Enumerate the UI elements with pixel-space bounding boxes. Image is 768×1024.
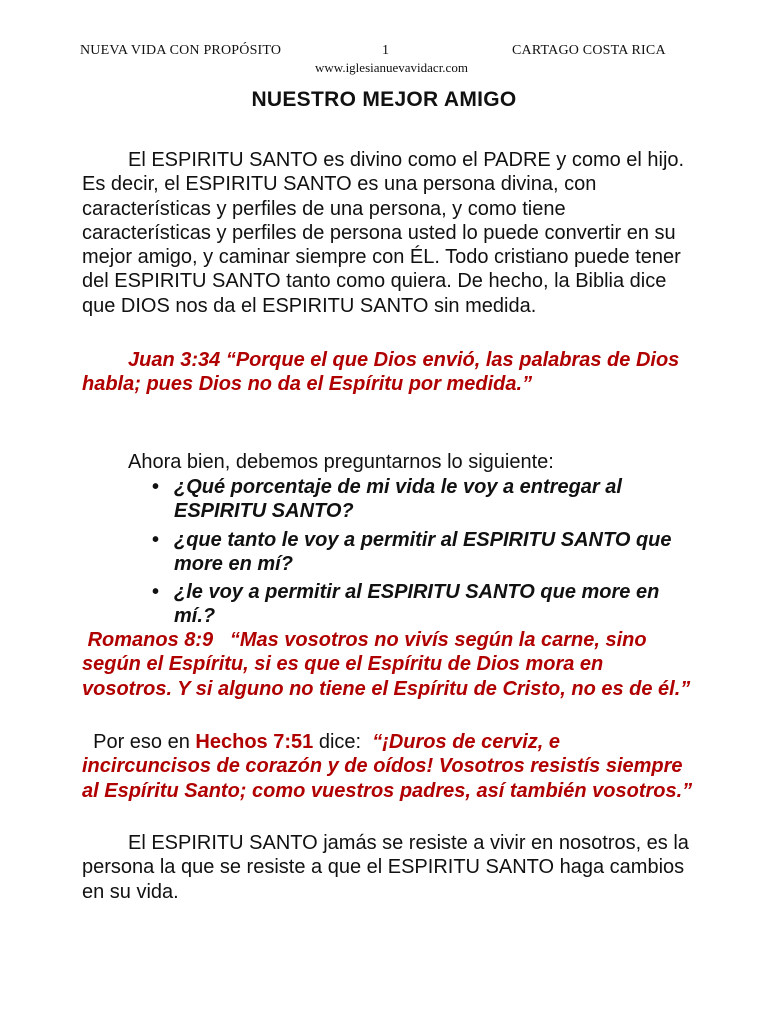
header-url: www.iglesianuevavidacr.com — [315, 60, 468, 75]
question-text: ¿le voy a permitir al ESPIRITU SANTO que more en mí.? — [174, 581, 660, 628]
hechos-prefix: Por eso en — [82, 731, 196, 753]
hechos-middle: dice: — [313, 731, 373, 753]
paragraph-closing: El ESPIRITU SANTO jamás se resiste a vivir en nosotros, es la persona la que se resiste a que el ESPIRITU SANTO haga cambios en su vida. — [82, 832, 689, 903]
paragraph-hechos — [82, 730, 694, 803]
hechos-reference: Hechos 7:51 — [195, 731, 314, 753]
list-item — [82, 528, 682, 577]
questions-intro: Ahora bien, debemos preguntarnos lo siguiente: — [128, 451, 554, 473]
page-number: 1 — [382, 43, 390, 58]
list-item — [82, 475, 682, 524]
list-item — [82, 580, 682, 629]
verse-juan: Juan 3:34 “Porque el que Dios envió, las palabras de Dios habla; pues Dios no da el Espíritu por medida.” — [82, 349, 680, 396]
question-text: ¿Qué porcentaje de mi vida le voy a entregar al ESPIRITU SANTO? — [174, 476, 622, 523]
bullet-icon: • — [152, 528, 160, 551]
verse-romanos: Romanos 8:9 “Mas vosotros no vivís según la carne, sino según el Espíritu, si es que el Espíritu de Dios mora en vosotros. Y si alguno no tiene el Espíritu de Cristo, no es de él.” — [82, 629, 691, 700]
header-right: CARTAGO COSTA RICA — [512, 43, 666, 58]
header-left: NUEVA VIDA CON PROPÓSITO — [80, 43, 282, 58]
page-title: NUESTRO MEJOR AMIGO — [251, 88, 517, 111]
question-text: ¿que tanto le voy a permitir al ESPIRITU SANTO que more en mí? — [174, 528, 672, 575]
paragraph-intro-text: El ESPIRITU SANTO es divino como el PADRE y como el hijo. Es decir, el ESPIRITU SANTO es una persona divina, con características y perfiles de una persona, y como tiene características y perfiles de persona usted lo puede convertir en su mejor amigo, y caminar siempre con ÉL. Todo cristiano puede tener del ESPIRITU SANTO tanto como quiera. De hecho, la Biblia dice que DIOS nos da el ESPIRITU SANTO sin medida. — [82, 149, 685, 317]
hechos-quote: “¡Duros de cerviz, e incircuncisos de corazón y de oídos! Vosotros resistís siempre al Espíritu Santo; como vuestros padres, así también vosotros.” — [82, 731, 693, 802]
paragraph-intro — [82, 148, 694, 318]
bullet-icon: • — [152, 476, 160, 498]
bullet-icon: • — [152, 581, 160, 604]
questions-list — [82, 475, 682, 633]
